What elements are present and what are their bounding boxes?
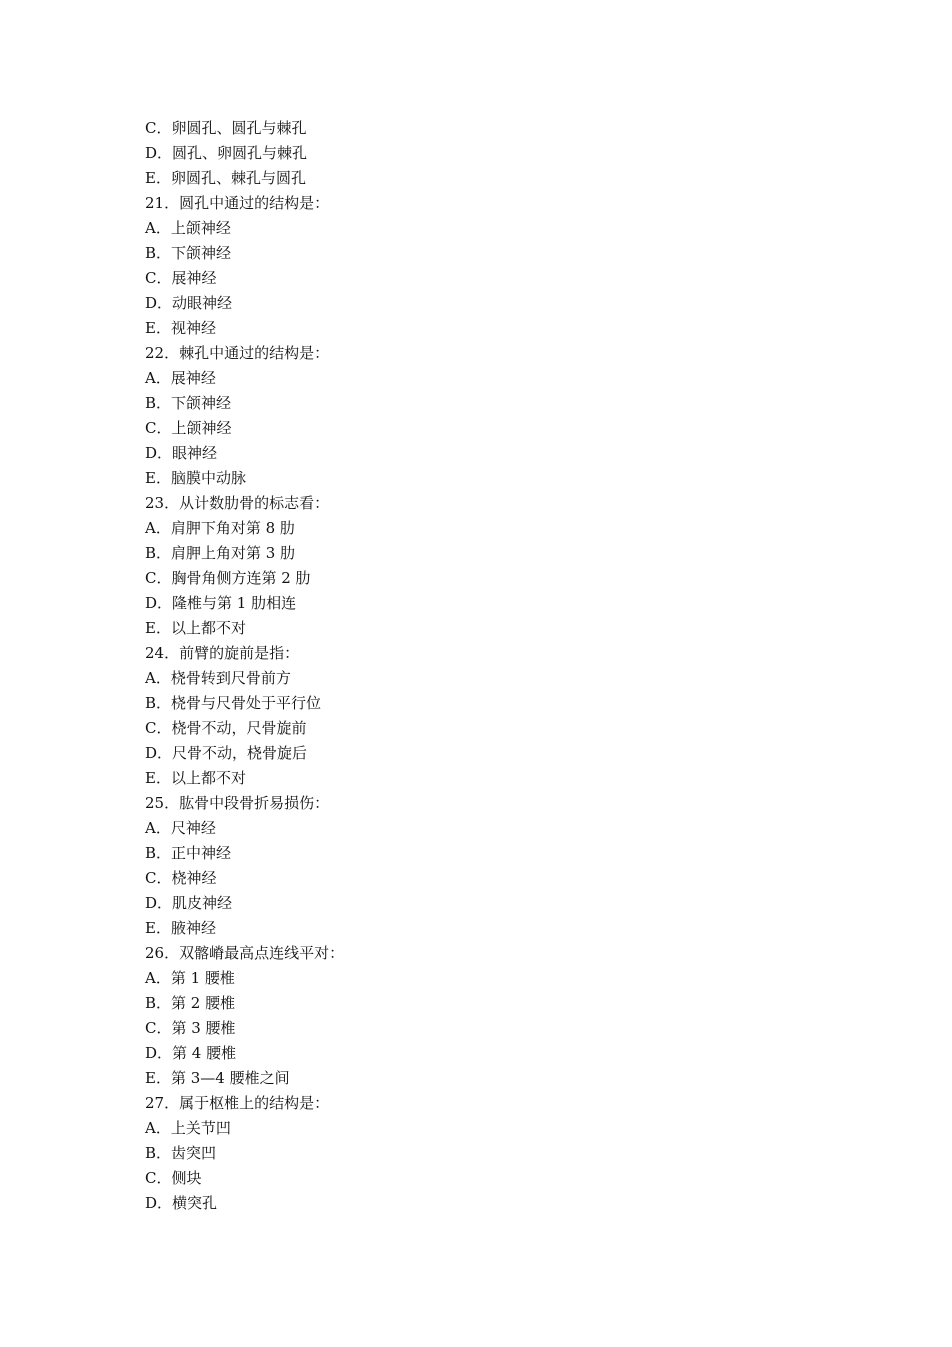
question-line: 21．圆孔中通过的结构是： bbox=[145, 194, 330, 212]
option-line: D．横突孔 bbox=[145, 1194, 218, 1212]
option-line: D．第 4 腰椎 bbox=[145, 1044, 237, 1062]
question-line: 23．从计数肋骨的标志看： bbox=[145, 494, 330, 512]
option-line: A．上颌神经 bbox=[145, 219, 231, 237]
option-line: A．第 1 腰椎 bbox=[145, 969, 235, 987]
option-line: C．上颌神经 bbox=[145, 419, 232, 437]
question-line: 22．棘孔中通过的结构是： bbox=[145, 344, 330, 362]
question-line: 27．属于枢椎上的结构是： bbox=[145, 1094, 330, 1112]
option-line: E．视神经 bbox=[145, 319, 216, 337]
option-line: A．桡骨转到尺骨前方 bbox=[145, 669, 291, 687]
option-line: C．卵圆孔、圆孔与棘孔 bbox=[145, 119, 307, 137]
question-line: 26．双髂嵴最高点连线平对： bbox=[145, 944, 345, 962]
option-line: E．以上都不对 bbox=[145, 769, 246, 787]
option-line: A．上关节凹 bbox=[145, 1119, 231, 1137]
option-line: D．肌皮神经 bbox=[145, 894, 233, 912]
option-line: E．脑膜中动脉 bbox=[145, 469, 246, 487]
question-line: 25．肱骨中段骨折易损伤： bbox=[145, 794, 330, 812]
option-line: D．动眼神经 bbox=[145, 294, 233, 312]
option-line: E．腋神经 bbox=[145, 919, 216, 937]
option-line: B．肩胛上角对第 3 肋 bbox=[145, 544, 296, 562]
question-line: 24．前臂的旋前是指： bbox=[145, 644, 300, 662]
option-line: D．圆孔、卵圆孔与棘孔 bbox=[145, 144, 308, 162]
option-line: E．第 3—4 腰椎之间 bbox=[145, 1069, 290, 1087]
option-line: D．隆椎与第 1 肋相连 bbox=[145, 594, 297, 612]
option-line: B．正中神经 bbox=[145, 844, 232, 862]
option-line: A．展神经 bbox=[145, 369, 216, 387]
option-line: E．卵圆孔、棘孔与圆孔 bbox=[145, 169, 306, 187]
option-line: E．以上都不对 bbox=[145, 619, 246, 637]
option-line: B．下颌神经 bbox=[145, 394, 232, 412]
option-line: B．齿突凹 bbox=[145, 1144, 217, 1162]
option-line: C．桡骨不动，尺骨旋前 bbox=[145, 719, 307, 737]
document-body bbox=[145, 116, 845, 1216]
option-line: D．尺骨不动，桡骨旋后 bbox=[145, 744, 308, 762]
option-line: C．桡神经 bbox=[145, 869, 217, 887]
option-line: A．肩胛下角对第 8 肋 bbox=[145, 519, 295, 537]
option-line: D．眼神经 bbox=[145, 444, 218, 462]
option-line: B．第 2 腰椎 bbox=[145, 994, 236, 1012]
option-line: C．展神经 bbox=[145, 269, 217, 287]
option-line: C．侧块 bbox=[145, 1169, 202, 1187]
option-line: C．第 3 腰椎 bbox=[145, 1019, 236, 1037]
option-line: C．胸骨角侧方连第 2 肋 bbox=[145, 569, 311, 587]
option-line: A．尺神经 bbox=[145, 819, 216, 837]
option-line: B．下颌神经 bbox=[145, 244, 232, 262]
option-line: B．桡骨与尺骨处于平行位 bbox=[145, 694, 322, 712]
